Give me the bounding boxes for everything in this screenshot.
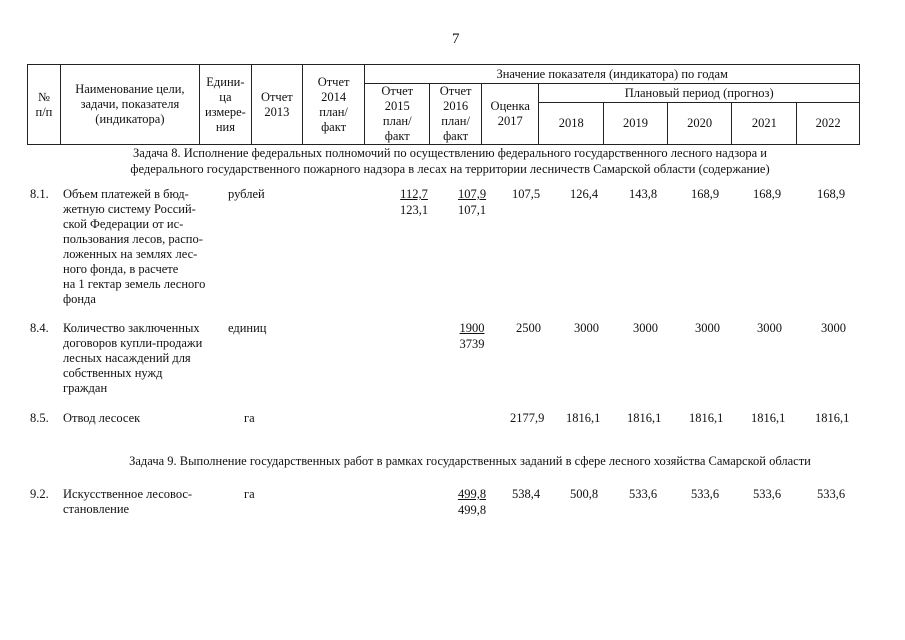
unit: га	[244, 487, 255, 501]
header-year-2019: 2019	[604, 103, 668, 145]
value-2018: 1816,1	[566, 411, 601, 425]
header-report-2014: Отчет 2014 план/ факт	[302, 65, 365, 145]
header-estimate-2017: Оценка 2017	[482, 84, 539, 145]
unit: га	[244, 411, 255, 425]
estimate-2017: 107,5	[512, 187, 541, 201]
estimate-2017: 2500	[516, 321, 541, 335]
header-unit: Едини- ца измере- ния	[199, 65, 251, 145]
indicator-name: Количество заключенных договоров купли-продажи лесных насаждений для собственных нужд граждан	[63, 321, 203, 395]
indicator-name: Искусственное лесовос- становление	[63, 487, 193, 516]
row-number: 8.1.	[30, 187, 49, 201]
value-2019: 143,8	[629, 187, 658, 201]
estimate-2017: 538,4	[512, 487, 541, 501]
task-8-heading: Задача 8. Исполнение федеральных полномочий по осуществлению федерального государственного лесного надзора и федерального государственного пожарного надзора в лесах на территории лесничеств Самарской области (содержание)	[130, 146, 770, 176]
estimate-2017: 2177,9	[510, 411, 545, 425]
report-2016-plan: 499,8	[457, 487, 487, 501]
header-report-2013: Отчет 2013	[251, 65, 302, 145]
task-9-heading: Задача 9. Выполнение государственных работ в рамках государственных заданий в сфере лесного хозяйства Самарской области	[129, 454, 811, 468]
unit: единиц	[228, 321, 267, 335]
header-num: № п/п	[28, 65, 61, 145]
page-number: 7	[452, 31, 460, 47]
value-2022: 1816,1	[815, 411, 850, 425]
unit: рублей	[228, 187, 265, 201]
header-planned-period: Плановый период (прогноз)	[539, 84, 860, 103]
header-year-2020: 2020	[667, 103, 732, 145]
value-2020: 168,9	[691, 187, 720, 201]
value-2018: 126,4	[570, 187, 599, 201]
header-values-title: Значение показателя (индикатора) по годам	[365, 65, 860, 84]
indicator-name: Объем платежей в бюд- жетную систему Россий- ской Федерации от ис- пользования лесов, распо- ложенных на землях лес- ного фонда, в расчете на 1 гектар земель лесного фонда	[63, 187, 206, 306]
report-2016-fact: 3739	[459, 337, 485, 351]
row-number: 9.2.	[30, 487, 49, 501]
header-year-2021: 2021	[732, 103, 797, 145]
value-2018: 3000	[574, 321, 599, 335]
row-number: 8.4.	[30, 321, 49, 335]
value-2020: 1816,1	[689, 411, 724, 425]
row-number: 8.5.	[30, 411, 49, 425]
value-2018: 500,8	[570, 487, 599, 501]
value-2020: 3000	[695, 321, 720, 335]
value-2021: 533,6	[753, 487, 782, 501]
value-2021: 168,9	[753, 187, 782, 201]
header-year-2018: 2018	[539, 103, 604, 145]
value-2022: 3000	[821, 321, 846, 335]
header-name: Наименование цели, задачи, показателя (индикатора)	[60, 65, 199, 145]
value-2020: 533,6	[691, 487, 720, 501]
header-year-2022: 2022	[797, 103, 860, 145]
header-report-2015: Отчет 2015 план/ факт	[365, 84, 430, 145]
value-2019: 1816,1	[627, 411, 662, 425]
value-2021: 1816,1	[751, 411, 786, 425]
table-header	[27, 64, 860, 145]
report-2015-plan: 112,7	[400, 187, 428, 201]
indicator-name: Отвод лесосек	[63, 411, 141, 425]
value-2019: 3000	[633, 321, 658, 335]
report-2016-fact: 499,8	[457, 503, 487, 517]
header-report-2016: Отчет 2016 план/ факт	[430, 84, 482, 145]
report-2015-fact: 123,1	[399, 203, 429, 217]
value-2022: 168,9	[817, 187, 846, 201]
value-2021: 3000	[757, 321, 782, 335]
value-2019: 533,6	[629, 487, 658, 501]
value-2022: 533,6	[817, 487, 846, 501]
report-2016-plan: 107,9	[457, 187, 487, 201]
report-2016-plan: 1900	[459, 321, 485, 335]
report-2016-fact: 107,1	[457, 203, 487, 217]
